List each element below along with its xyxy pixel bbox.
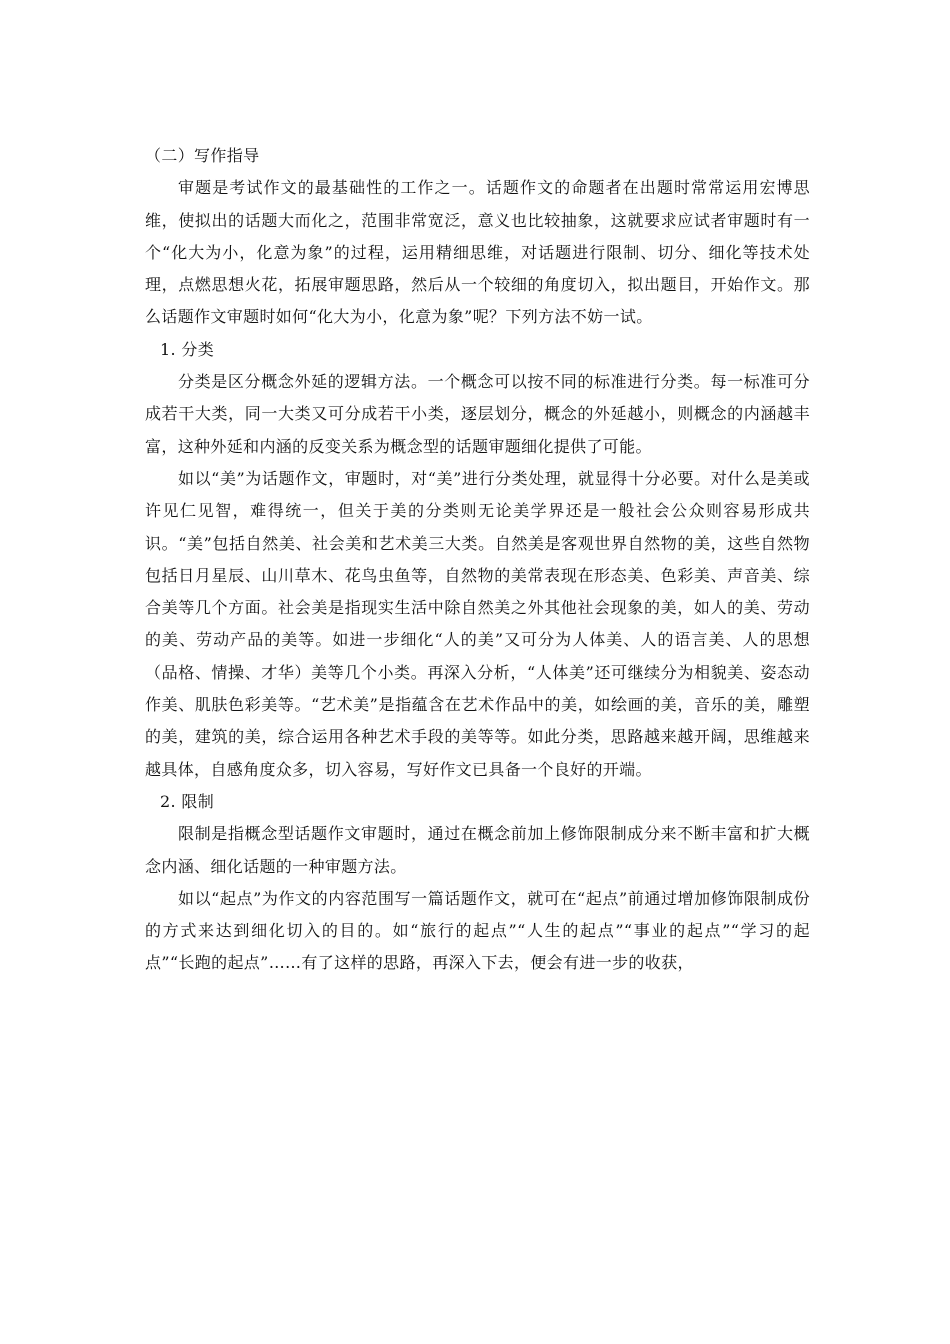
item1-paragraph-1: 分类是区分概念外延的逻辑方法。一个概念可以按不同的标准进行分类。每一标准可分成若干大类，同一大类又可分成若干小类，逐层划分，概念的外延越小，则概念的内涵越丰富，这种外延和内涵的反变关系为概念型的话题审题细化提供了可能。 [145,372,810,456]
item1-paragraph-2: 如以“美”为话题作文，审题时，对“美”进行分类处理，就显得十分必要。对什么是美或许见仁见智，难得统一，但关于美的分类则无论美学界还是一般社会公众则容易形成共识。“美”包括自然美、社会美和艺术美三大类。自然美是客观世界自然物的美，这些自然物包括日月星辰、山川草木、花鸟虫鱼等，自然物的美常表现在形态美、色彩美、声音美、综合美等几个方面。社会美是指现实生活中除自然美之外其他社会现象的美，如人的美、劳动的美、劳动产品的美等。如进一步细化“人的美”又可分为人体美、人的语言美、人的思想（品格、情操、才华）美等几个小类。再深入分析，“人体美”还可继续分为相貌美、姿态动作美、肌肤色彩美等。“艺术美”是指蕴含在艺术作品中的美，如绘画的美，音乐的美，雕塑的美，建筑的美，综合运用各种艺术手段的美等等。如此分类，思路越来越开阔，思维越来越具体，自感角度众多，切入容易，写好作文已具备一个良好的开端。 [145,468,810,779]
item1-title: 1. 分类 [160,339,215,359]
document-page [145,140,810,980]
item2-paragraph-2: 如以“起点”为作文的内容范围写一篇话题作文，就可在“起点”前通过增加修饰限制成份的方式来达到细化切入的目的。如“旅行的起点”“人生的起点”“事业的起点”“学习的起点”“长跑的起点”……有了这样的思路，再深入下去，便会有进一步的收获， [145,888,810,973]
intro-paragraph: 审题是考试作文的最基础性的工作之一。话题作文的命题者在出题时常常运用宏博思维，使拟出的话题大而化之，范围非常宽泛，意义也比较抽象，这就要求应试者审题时有一个“化大为小，化意为象”的过程，运用精细思维，对话题进行限制、切分、细化等技术处理，点燃思想火花，拓展审题思路，然后从一个较细的角度切入，拟出题目，开始作文。那么话题作文审题时如何“化大为小，化意为象”呢？下列方法不妨一试。 [145,178,810,327]
item2-title: 2. 限制 [160,791,215,811]
item2-paragraph-1: 限制是指概念型话题作文审题时，通过在概念前加上修饰限制成分来不断丰富和扩大概念内涵、细化话题的一种审题方法。 [145,824,810,876]
section-heading: （二）写作指导 [145,146,260,165]
